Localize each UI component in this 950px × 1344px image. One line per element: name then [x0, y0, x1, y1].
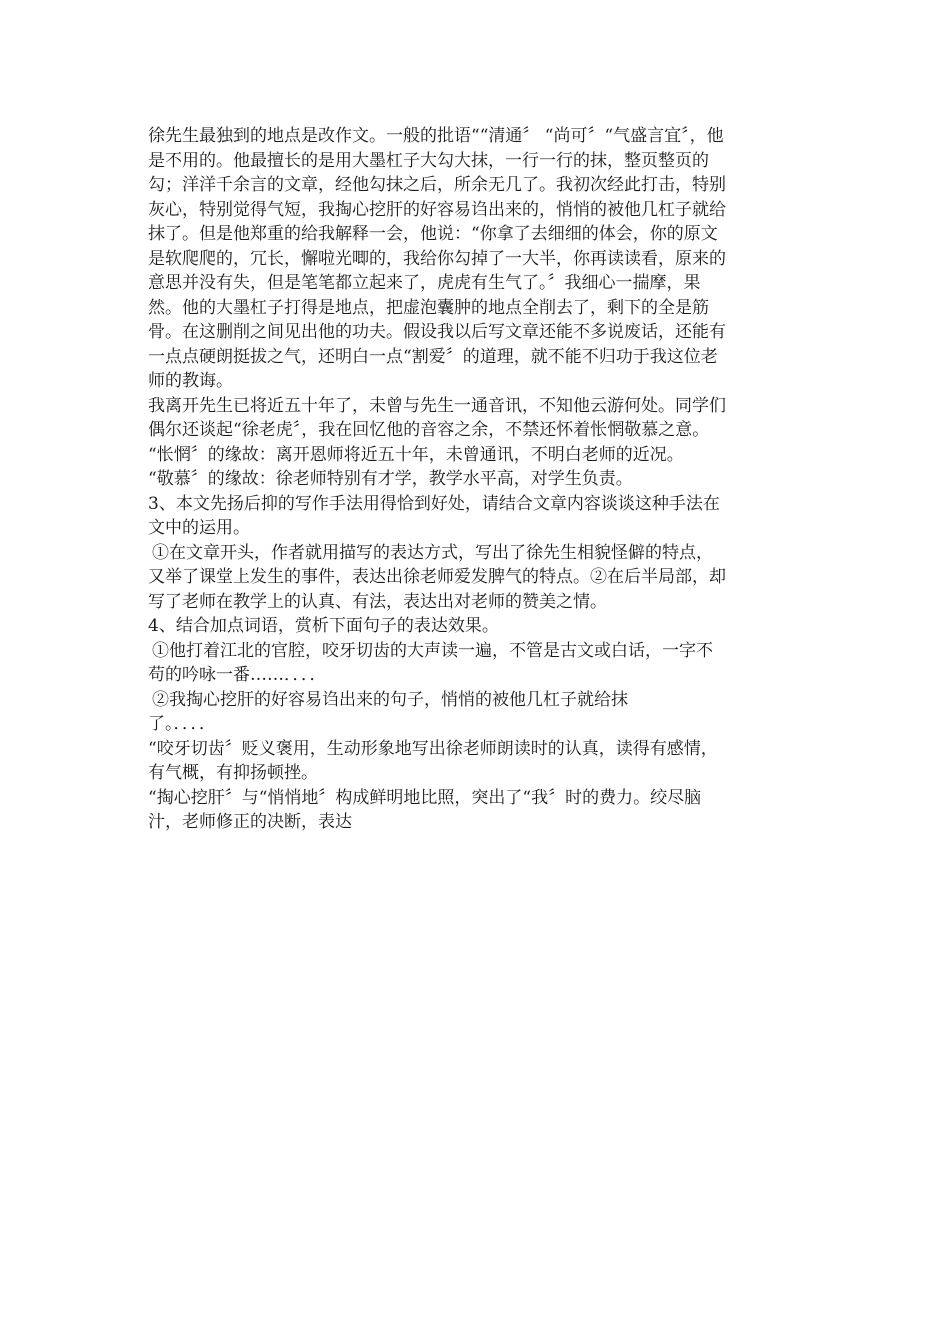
question-line: 文中的运用。 [148, 518, 250, 538]
text-line: “敬慕〞的缘故：徐老师特别有才学，教学水平高，对学生负责。 [148, 469, 633, 489]
text-line: 一点点硬朗挺拔之气，还明白一点“割爱〞的道理，就不能不归功于我这位老 [148, 346, 718, 367]
question-line: 4、结合加点词语，赏析下面句子的表达效果。 [148, 616, 499, 636]
answer-line: 又举了课堂上发生的事件，表达出徐老师爱发脾气的特点。②在后半局部，却 [148, 567, 726, 587]
text-line: 师的教诲。 [148, 371, 233, 391]
text-line: 苟的吟咏一番……．．．． [148, 665, 327, 685]
text-line: 然。他的大墨杠子打得是地点，把虚泡囊肿的地点全削去了，剩下的全是筋 [148, 297, 709, 318]
answer-line: “咬牙切齿〞贬义褒用，生动形象地写出徐老师朗读时的认真，读得有感情， [148, 738, 718, 759]
text-line: 是不用的。他最擅长的是用大墨杠子大勾大抹，一行一行的抹，整页整页的 [148, 150, 709, 171]
text-line: 了。．．．． [148, 714, 216, 734]
text-line: 偶尔还谈起“徐老虎〞，我在回忆他的音容之余，不禁还怀着怅惘敬慕之意。 [148, 420, 710, 440]
answer-line: 汁，老师修正的决断，表达 [148, 812, 352, 832]
text-line: 勾；洋洋千余言的文章，经他勾抹之后，所余无几了。我初次经此打击，特别 [148, 175, 726, 195]
text-line: 骨。在这删削之间见出他的功夫。假设我以后写文章还能不多说废话，还能有 [148, 322, 726, 342]
answer-line: 写了老师在教学上的认真、有法，表达出对老师的赞美之情。 [148, 591, 607, 612]
text-line: 我离开先生已将近五十年了，未曾与先生一通音讯，不知他云游何处。同学们 [148, 395, 726, 416]
answer-line: ①在文章开头，作者就用描写的表达方式，写出了徐先生相貌怪僻的特点， [152, 542, 713, 563]
text-line: 抹了。但是他郑重的给我解释一会，他说：“你拿了去细细的体会，你的原文 [148, 224, 718, 244]
document-body [148, 124, 808, 835]
text-line: 徐先生最独到的地点是改作文。一般的批语““清通〞 “尚可〞“气盛言宜〞，他 [148, 126, 724, 146]
answer-line: “掏心挖肝〞与“悄悄地〞构成鲜明地比照，突出了“我〞时的费力。绞尽脑 [148, 787, 702, 808]
text-line: ①他打着江北的官腔，咬牙切齿的大声读一遍，不管是古文或白话，一字不 [152, 640, 713, 661]
text-line: “怅惘〞的缘故：离开恩师将近五十年，未曾通讯，不明白老师的近况。 [148, 444, 684, 465]
question-line: 3、本文先扬后抑的写作手法用得恰到好处，请结合文章内容谈谈这种手法在 [148, 493, 720, 514]
text-line: ②我掏心挖肝的好容易诌出来的句子，悄悄的被他几杠子就给抹 [152, 689, 628, 710]
answer-line: 有气概，有抑扬顿挫。 [148, 763, 318, 783]
text-line: 灰心，特别觉得气短，我掏心挖肝的好容易诌出来的，悄悄的被他几杠子就给 [148, 199, 726, 220]
text-line: 意思并没有失，但是笔笔都立起来了，虎虎有生气了。〞我细心一揣摩，果 [148, 273, 701, 293]
text-line: 是软爬爬的，冗长，懈啦光唧的，我给你勾掉了一大半，你再读读看，原来的 [148, 248, 726, 269]
